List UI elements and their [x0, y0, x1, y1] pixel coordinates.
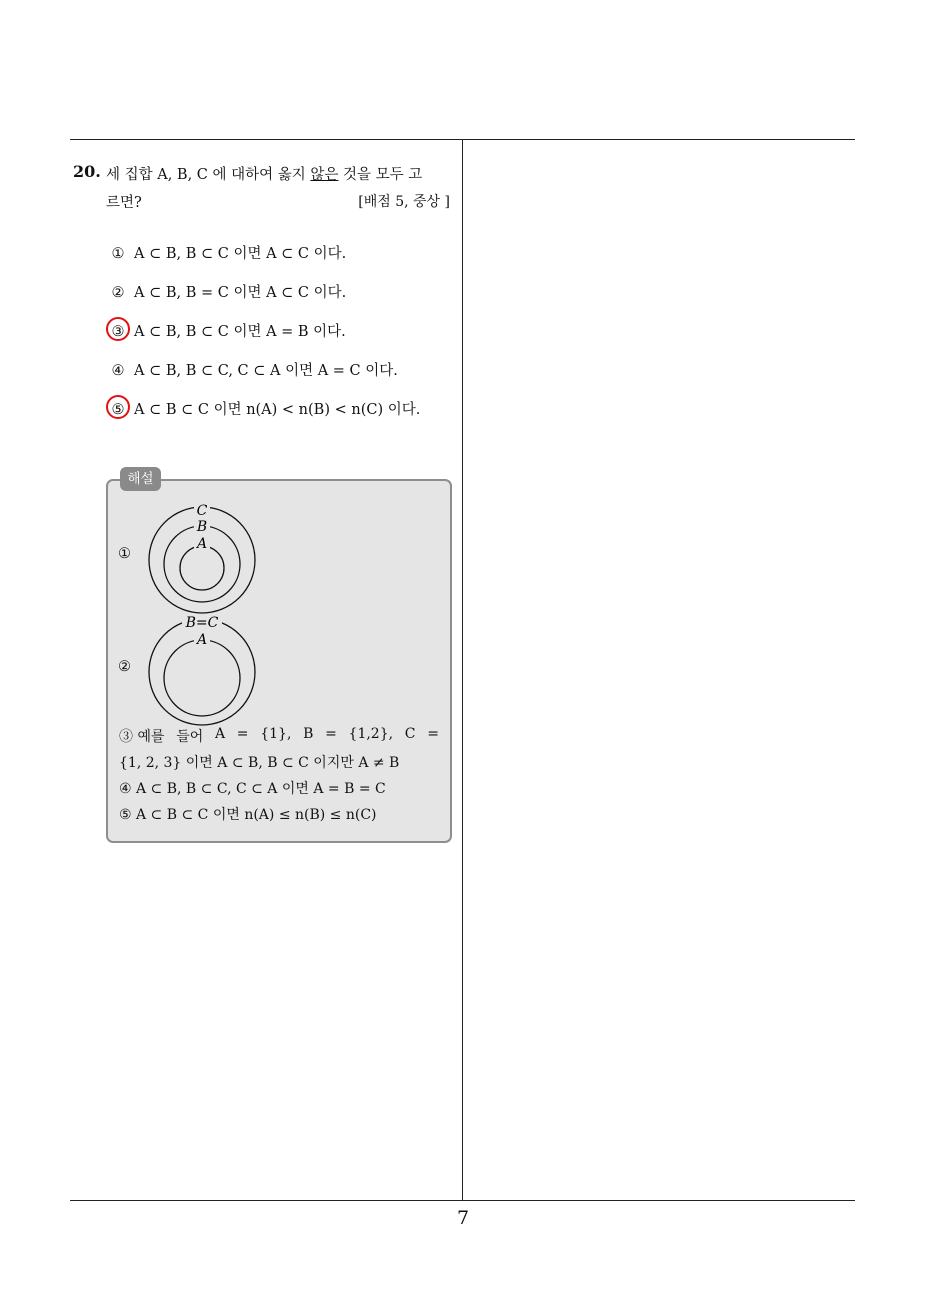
solution-word: B	[303, 726, 314, 742]
option-text: A ⊂ B, B ⊂ C, C ⊂ A 이면 A = C 이다.	[134, 363, 398, 379]
option-mark: ⑤	[111, 402, 125, 418]
option-mark: ②	[111, 285, 125, 301]
option-3[interactable]	[108, 320, 346, 341]
question-text-start: 세 집합 A, B, C 에 대하여 옳지	[106, 167, 306, 183]
solution-line-4: ④ A ⊂ B, B ⊂ C, C ⊂ A 이면 A = B = C	[119, 781, 386, 797]
option-text: A ⊂ B, B ⊂ C 이면 A ⊂ C 이다.	[134, 246, 347, 262]
option-4[interactable]	[108, 359, 398, 380]
set-label-b: B	[196, 519, 208, 535]
diagram-2-mark: ②	[118, 659, 131, 675]
question-underlined-word: 않은	[310, 167, 339, 183]
solution-line-3	[119, 726, 439, 746]
solution-tag: 해설	[120, 467, 161, 491]
page-number: 7	[456, 1207, 470, 1229]
option-5[interactable]	[108, 398, 420, 419]
solution-word: ③ 예를	[119, 729, 165, 745]
set-label-c: C	[196, 503, 208, 519]
diagram-1-mark: ①	[118, 546, 131, 562]
solution-word: =	[325, 726, 337, 742]
option-2[interactable]	[108, 281, 346, 302]
option-text: A ⊂ B, B = C 이면 A ⊂ C 이다.	[134, 285, 347, 301]
solution-word: =	[236, 726, 249, 742]
set-label-a: A	[196, 536, 208, 552]
solution-line-3b: {1, 2, 3} 이면 A ⊂ B, B ⊂ C 이지만 A ≠ B	[119, 755, 400, 771]
solution-word: =	[427, 726, 439, 742]
set-label-b-equals-c: B=C	[185, 615, 219, 631]
solution-word: C	[404, 726, 416, 742]
question-text-rest: 것을 모두 고	[343, 167, 423, 183]
option-mark: ④	[111, 363, 125, 379]
solution-word: A	[214, 726, 226, 742]
solution-word: {1,2},	[348, 726, 394, 742]
venn-diagram-equal	[140, 610, 270, 730]
option-mark: ①	[111, 246, 125, 262]
set-label-a: A	[196, 632, 208, 648]
answer-circle-5	[106, 395, 130, 419]
option-text: A ⊂ B, B ⊂ C 이면 A = B 이다.	[134, 324, 346, 340]
venn-diagram-nested	[140, 496, 270, 616]
solution-line-5: ⑤ A ⊂ B ⊂ C 이면 n(A) ≤ n(B) ≤ n(C)	[119, 807, 377, 823]
question-number: 20.	[73, 162, 101, 181]
option-mark: ③	[111, 324, 125, 340]
column-divider	[462, 139, 463, 1201]
option-1[interactable]	[108, 242, 346, 263]
question-text	[106, 163, 422, 184]
solution-word: 들어	[176, 729, 204, 745]
answer-circle-3	[106, 317, 130, 341]
bottom-rule	[70, 1200, 855, 1201]
question-score-difficulty: [배점 5, 중상 ]	[358, 194, 450, 210]
question-text-line2: 르면?	[106, 195, 142, 211]
option-text: A ⊂ B ⊂ C 이면 n(A) < n(B) < n(C) 이다.	[134, 402, 421, 418]
solution-word: {1},	[260, 726, 292, 742]
